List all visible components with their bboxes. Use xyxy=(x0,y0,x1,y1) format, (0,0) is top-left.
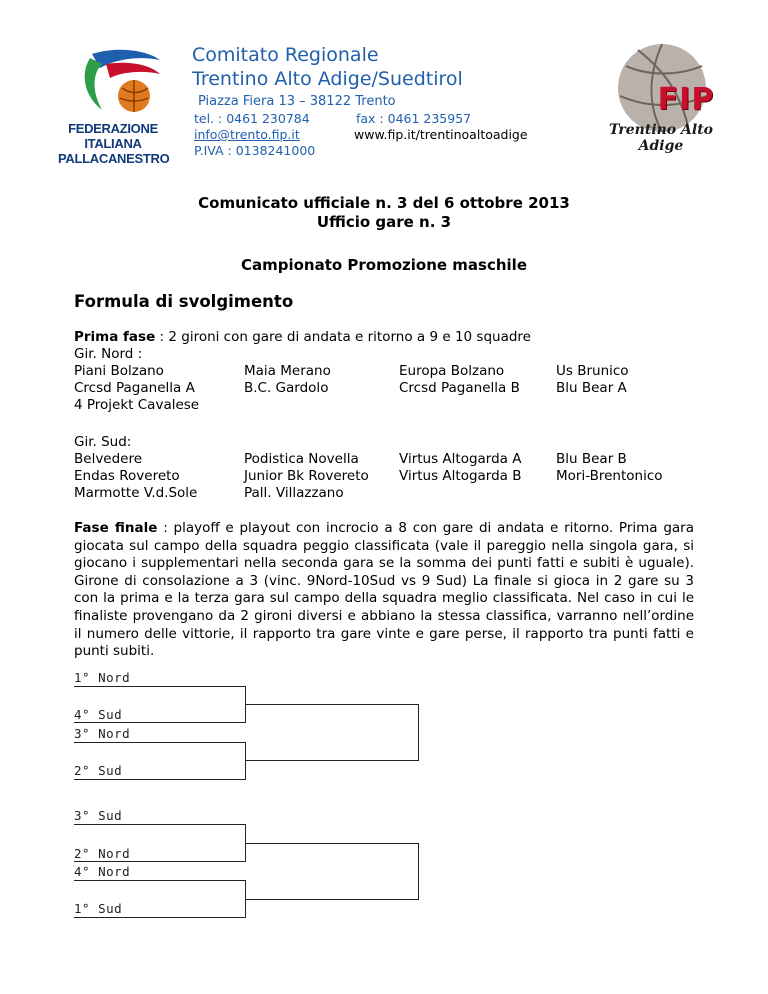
team: Podistica Novella xyxy=(244,451,359,467)
team: 4 Projekt Cavalese xyxy=(74,397,200,413)
prima-fase-line xyxy=(74,329,714,346)
bracket-line xyxy=(418,843,419,900)
team: Belvedere xyxy=(74,451,143,467)
prima-fase-text: : 2 gironi con gare di andata e ritorno a 9 e 10 squadre xyxy=(155,329,531,345)
bracket-seed: 4° Sud xyxy=(74,707,123,722)
bracket-line xyxy=(74,779,246,780)
championship-title: Campionato Promozione maschile xyxy=(240,256,528,274)
fase-finale-text: : playoff e playout con incrocio a 8 con gare di andata e ritorno. Prima gara giocata sul campo della squadra peggio classificata (vale il pareggio nella singola gara, si giocano i supplementari nella seconda gara se la somma dei punti fatti e subiti è uguale). Girone di consolazione a 3 (vinc. 9Nord-10Sud vs 9 Sud) La finale si gioca in 2 gare su 3 con la prima e la terza gara sul campo della squadra meglio classificata. Nel caso in cui le finaliste provengano da 2 gironi diversi e abbiano la stessa classifica, varranno nell’ordine il numero delle vittorie, il rapporto tra gare vinte e gare perse, il rapporto tra punti fatti e punti subiti. xyxy=(74,520,694,660)
team: Piani Bolzano xyxy=(74,363,164,379)
team: Mori-Brentonico xyxy=(556,468,663,484)
bracket-line xyxy=(245,704,419,705)
nord-col-3 xyxy=(399,363,520,397)
nord-col-4 xyxy=(556,363,629,397)
fip-emblem-icon xyxy=(62,44,166,120)
bracket-line xyxy=(245,899,419,900)
team: Virtus Altogarda A xyxy=(399,451,522,467)
bracket-line xyxy=(245,760,419,761)
fase-finale-label: Fase finale xyxy=(74,520,158,536)
nord-col-2 xyxy=(244,363,331,397)
bracket-line xyxy=(418,704,419,761)
team: Europa Bolzano xyxy=(399,363,505,379)
nord-label: Gir. Nord : xyxy=(74,346,143,362)
team: Marmotte V.d.Sole xyxy=(74,485,198,501)
team: Crcsd Paganella A xyxy=(74,380,195,396)
org-address: Piazza Fiera 13 – 38122 Trento xyxy=(198,94,396,109)
nord-col-1 xyxy=(74,363,199,414)
bracket-seed: 2° Sud xyxy=(74,763,123,778)
bracket-seed: 3° Nord xyxy=(74,726,131,741)
bracket-line xyxy=(74,917,246,918)
bracket-line xyxy=(74,686,246,687)
team: B.C. Gardolo xyxy=(244,380,329,396)
fase-finale-paragraph xyxy=(74,520,694,661)
fip-federation-logo xyxy=(62,44,166,120)
fip-logo-subtitle: Trentino Alto Adige xyxy=(608,122,714,154)
org-website[interactable]: www.fip.it/trentinoaltoadige xyxy=(354,127,528,142)
org-email-link[interactable]: info@trento.fip.it xyxy=(194,127,300,142)
bracket-line xyxy=(245,742,246,780)
ufficio-gare: Ufficio gare n. 3 xyxy=(316,213,452,231)
team: Maia Merano xyxy=(244,363,331,379)
team: Endas Rovereto xyxy=(74,468,180,484)
team: Junior Bk Rovereto xyxy=(244,468,369,484)
org-fax: fax : 0461 235957 xyxy=(356,111,472,126)
team: Virtus Altogarda B xyxy=(399,468,522,484)
org-title-line1: Comitato Regionale xyxy=(192,44,379,66)
bracket-seed: 1° Nord xyxy=(74,670,131,685)
bracket-line xyxy=(74,742,246,743)
sud-col-3 xyxy=(399,451,522,485)
prima-fase-label: Prima fase xyxy=(74,329,156,345)
bracket-line xyxy=(245,843,419,844)
fip-logo-text: FEDERAZIONE ITALIANA PALLACANESTRO xyxy=(58,121,170,166)
bracket-line xyxy=(74,722,246,723)
comunicato-title: Comunicato ufficiale n. 3 del 6 ottobre 2013 xyxy=(198,194,570,212)
fip-logo-letters: FIP xyxy=(657,82,715,117)
bracket-seed: 3° Sud xyxy=(74,808,123,823)
bracket-seed: 2° Nord xyxy=(74,846,131,861)
sud-label: Gir. Sud: xyxy=(74,434,132,450)
team: Us Brunico xyxy=(556,363,629,379)
bracket-line xyxy=(74,861,246,862)
team: Crcsd Paganella B xyxy=(399,380,520,396)
bracket-seed: 1° Sud xyxy=(74,901,123,916)
sud-col-4 xyxy=(556,451,663,485)
org-piva: P.IVA : 0138241000 xyxy=(194,143,316,158)
formula-title: Formula di svolgimento xyxy=(74,292,294,311)
bracket-line xyxy=(74,880,246,881)
sud-col-1 xyxy=(74,451,197,502)
bracket-line xyxy=(74,824,246,825)
team: Pall. Villazzano xyxy=(244,485,344,501)
org-tel: tel. : 0461 230784 xyxy=(194,111,310,126)
team: Blu Bear A xyxy=(556,380,627,396)
bracket-seed: 4° Nord xyxy=(74,864,131,879)
team: Blu Bear B xyxy=(556,451,627,467)
sud-col-2 xyxy=(244,451,369,502)
org-title-line2: Trentino Alto Adige/Suedtirol xyxy=(192,68,463,90)
